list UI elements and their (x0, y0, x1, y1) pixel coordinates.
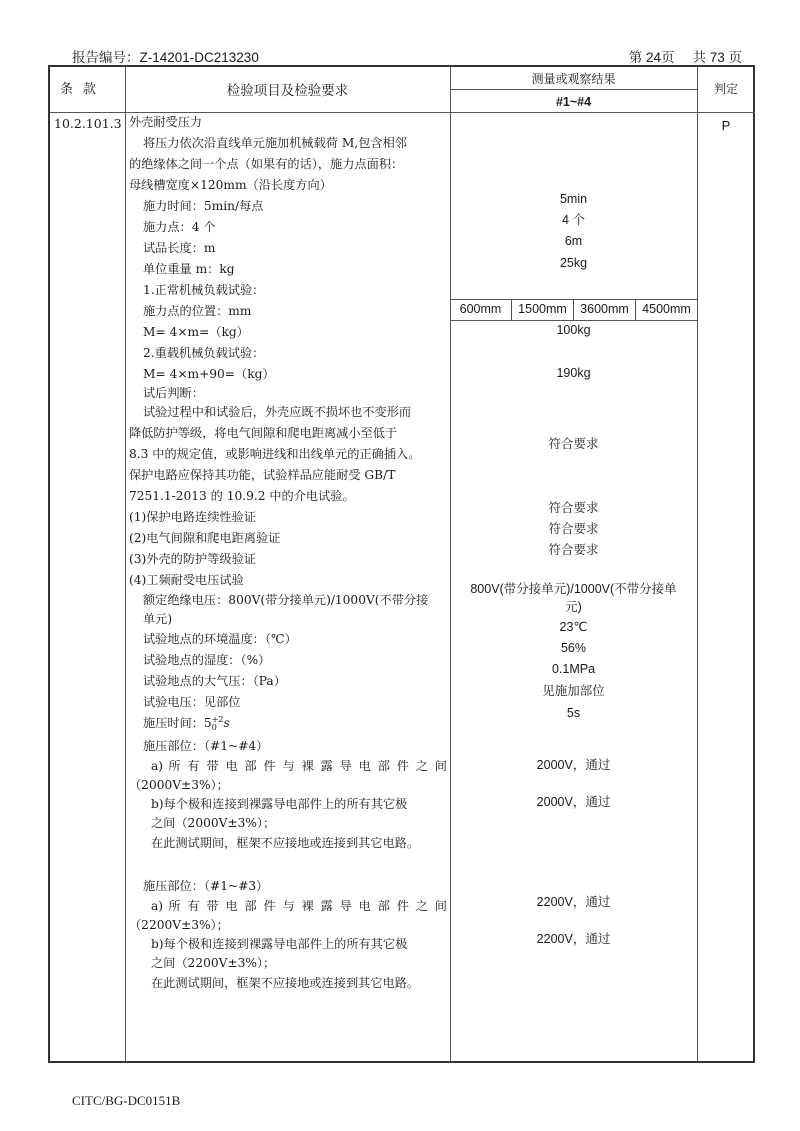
positions-row (450, 299, 697, 321)
voltage-time-tolerance (212, 716, 224, 732)
req-intro-1: 将压力依次沿直线单元施加机械载荷 M,包含相邻 (143, 136, 407, 150)
page-current: 第 24页 (628, 50, 675, 65)
result-post-judgement: 符合要求 (548, 436, 599, 451)
requirements-text (129, 112, 447, 994)
req-test-voltage: 试验电压：见部位 (143, 695, 241, 709)
result-length: 6m (564, 234, 583, 248)
inspection-table (48, 65, 755, 1063)
result-humidity: 56% (560, 641, 587, 655)
page-indicator (629, 46, 742, 66)
req-groupA-title: 施压部位：（#1~#4） (143, 739, 269, 753)
req-points: 施力点：4 个 (143, 220, 216, 234)
req-check-3: (3)外壳的防护等级验证 (129, 552, 256, 566)
header-clause: 条款 (60, 82, 107, 97)
result-pressure: 0.1MPa (551, 662, 596, 676)
req-humidity: 试验地点的湿度：（%） (143, 653, 271, 667)
req-post-3: 8.3 中的规定值，或影响进线和出线单元的正确插入。 (129, 447, 421, 461)
result-duration: 5min (559, 192, 588, 206)
req-post-5: 7251.1-2013 的 10.9.2 中的介电试验。 (129, 489, 355, 503)
header-verdict: 判定 (713, 82, 738, 96)
req-voltage-time (129, 713, 447, 734)
result-check-2: 符合要求 (548, 521, 599, 536)
req-post-judgement: 试后判断： (143, 386, 204, 400)
result-m-normal: 100kg (556, 323, 591, 337)
req-groupA-b-2: 之间（2000V±3%）； (151, 816, 276, 830)
column-divider (125, 67, 126, 1061)
tolerance-sup: +2 (211, 714, 224, 724)
req-post-2: 降低防护等级，将电气间隙和爬电距离减小至低于 (129, 426, 398, 440)
position-cell: 600mm (450, 300, 512, 320)
result-check-1: 符合要求 (548, 500, 599, 515)
position-cell: 3600mm (574, 300, 636, 320)
req-rated-voltage-2: 单元) (143, 612, 173, 626)
header-result: 测量或观察结果 (531, 72, 616, 86)
req-m-heavy: M= 4×m+90=（kg） (143, 367, 275, 381)
position-cell: 4500mm (642, 302, 691, 316)
req-m-normal: M= 4×m=（kg） (143, 325, 249, 339)
req-check-4: (4)工频耐受电压试验 (129, 573, 244, 587)
req-heavy-test: 2.重载机械负载试验： (143, 346, 265, 360)
result-groupA-a: 2000V，通过 (536, 758, 611, 772)
req-groupA-a-2: （2000V±3%）； (129, 778, 229, 792)
req-groupB-note: 在此测试期间，框架不应接地或连接到其它电路。 (151, 976, 420, 990)
req-groupA-note: 在此测试期间，框架不应接地或连接到其它电路。 (151, 836, 420, 850)
req-intro-2: 的绝缘体之间一个点（如果有的话），施力点面积： (129, 157, 404, 171)
req-groupB-a-1: a) 所 有 带 电 部 件 与 裸 露 导 电 部 件 之 间 (151, 899, 447, 913)
req-groupB-a-2: （2200V±3%）； (129, 918, 229, 932)
req-normal-test: 1.正常机械负载试验： (143, 283, 265, 297)
req-post-1: 试验过程中和试验后，外壳应既不损坏也不变形而 (143, 405, 412, 419)
form-code: CITC/BG-DC0151B (72, 1093, 181, 1108)
req-length: 试品长度：m (143, 241, 216, 255)
result-m-heavy: 190kg (556, 366, 591, 380)
req-positions: 施力点的位置：mm (143, 304, 252, 318)
result-groupA-b: 2000V，通过 (536, 795, 611, 809)
req-post-4: 保护电路应保持其功能，试验样品应能耐受 GB/T (129, 468, 396, 482)
req-pressure: 试验地点的大气压：（Pa） (143, 674, 286, 688)
tolerance-sub: 0 (211, 722, 217, 732)
req-intro-3: 母线槽宽度×120mm（沿长度方向） (129, 178, 332, 192)
page-total: 共 73 页 (692, 50, 742, 65)
voltage-time-prefix: 施压时间：5 (143, 716, 212, 730)
report-number: 报告编号：Z-14201-DC213230 (72, 50, 259, 65)
result-rated-voltage-2: 元) (565, 600, 582, 614)
column-divider (697, 67, 698, 1061)
result-test-voltage: 见施加部位 (542, 683, 605, 698)
header-item: 检验项目及检验要求 (226, 83, 349, 98)
req-rated-voltage-1: 额定绝缘电压：800V(带分接单元)/1000V(不带分接 (143, 593, 429, 607)
result-groupB-a: 2200V，通过 (536, 895, 611, 909)
req-groupA-b-1: b)每个极和连接到裸露导电部件上的所有其它极 (151, 797, 408, 811)
result-unit-weight: 25kg (559, 256, 588, 270)
req-groupB-title: 施压部位：（#1~#3） (143, 879, 269, 893)
result-groupB-b: 2200V，通过 (536, 932, 611, 946)
req-check-2: (2)电气间隙和爬电距离验证 (129, 531, 281, 545)
req-groupA-a-1: a) 所 有 带 电 部 件 与 裸 露 导 电 部 件 之 间 (151, 759, 447, 773)
req-duration: 施力时间：5min/每点 (143, 199, 264, 213)
result-voltage-time: 5s (566, 706, 581, 720)
req-ambient-temp: 试验地点的环境温度：（℃） (143, 632, 297, 646)
result-ambient-temp: 23℃ (559, 620, 588, 634)
req-check-1: (1)保护电路连续性验证 (129, 510, 256, 524)
voltage-time-suffix: s (223, 716, 230, 730)
verdict-value: P (721, 118, 731, 133)
req-groupB-b-1: b)每个极和连接到裸露导电部件上的所有其它极 (151, 937, 408, 951)
result-rated-voltage-1: 800V(带分接单元)/1000V(不带分接单 (470, 582, 677, 596)
req-title: 外壳耐受压力 (129, 115, 203, 129)
req-groupB-b-2: 之间（2200V±3%）； (151, 956, 276, 970)
position-cell: 1500mm (512, 300, 574, 320)
clause-number: 10.2.101.3 (54, 116, 122, 131)
req-unit-weight: 单位重量 m：kg (143, 262, 235, 276)
result-points: 4 个 (562, 213, 585, 227)
header-samples: #1~#4 (555, 95, 592, 109)
result-check-3: 符合要求 (548, 542, 599, 557)
spacer (129, 854, 447, 876)
